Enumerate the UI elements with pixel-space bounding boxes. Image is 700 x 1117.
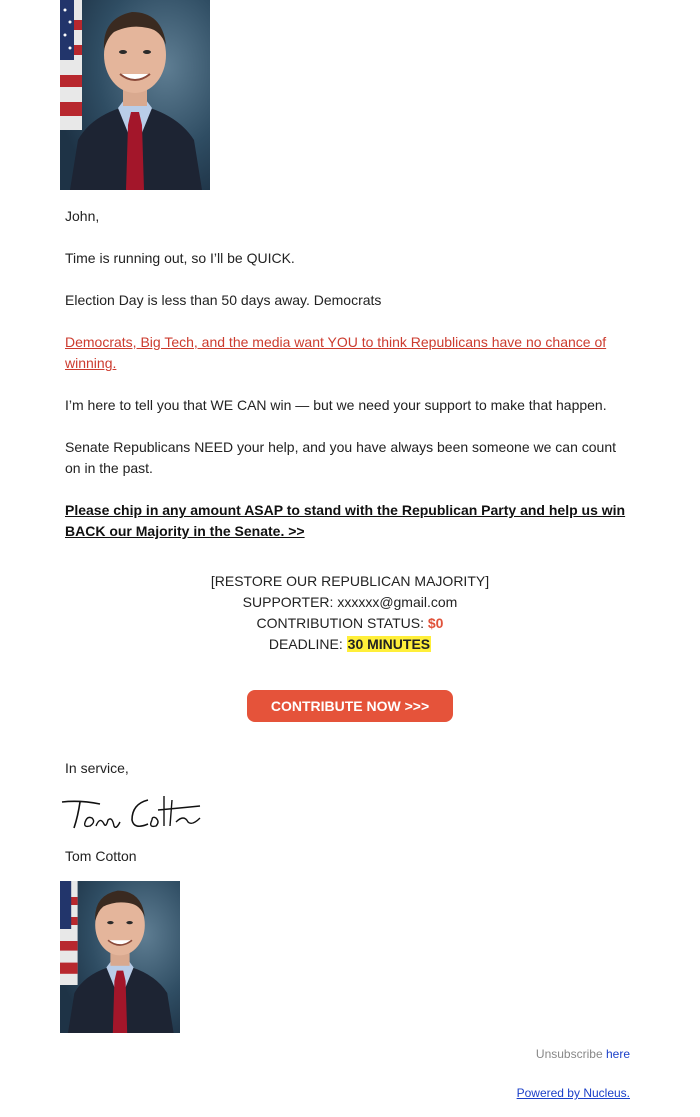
greeting: John,: [65, 208, 100, 224]
contribution-label: CONTRIBUTION STATUS:: [256, 615, 424, 631]
powered-by-link[interactable]: Powered by Nucleus.: [516, 1086, 630, 1100]
signature-image: [60, 792, 210, 836]
signer-name: Tom Cotton: [65, 848, 137, 864]
deadline-value: 30 MINUTES: [347, 636, 431, 652]
supporter-value: xxxxxx@gmail.com: [337, 594, 458, 610]
paragraph-time: Time is running out, so I’ll be QUICK.: [65, 250, 295, 266]
status-title: [RESTORE OUR REPUBLICAN MAJORITY]: [210, 573, 490, 589]
status-block: [0, 571, 700, 655]
contribution-line: [0, 613, 700, 634]
portrait-photo-top: [60, 0, 210, 190]
chip-in-link[interactable]: Please chip in any amount ASAP to stand with the Republican Party and help us win BACK our Majority in the Senate. >>: [65, 502, 626, 539]
paragraph-chip-in: [65, 500, 635, 542]
deadline-line: [0, 634, 700, 655]
unsubscribe-link[interactable]: here: [605, 1047, 630, 1061]
unsubscribe-line: [536, 1047, 630, 1061]
democrats-link[interactable]: Democrats, Big Tech, and the media want YOU to think Republicans have no chance of winning.: [65, 334, 607, 371]
portrait-photo-bottom: [60, 881, 180, 1033]
paragraph-senate-help: Senate Republicans NEED your help, and you have always been someone we can count on in the past.: [65, 439, 617, 476]
deadline-label: DEADLINE:: [268, 636, 343, 652]
paragraph-election: Election Day is less than 50 days away. Democrats: [65, 292, 382, 308]
powered-by-line: [517, 1086, 630, 1100]
unsubscribe-text: Unsubscribe: [535, 1047, 603, 1061]
contribution-value: $0: [427, 615, 444, 631]
paragraph-link-red: [65, 332, 635, 374]
contribute-now-button[interactable]: CONTRIBUTE NOW >>>: [247, 690, 453, 722]
closing-text: In service,: [65, 760, 129, 776]
paragraph-we-can-win: I’m here to tell you that WE CAN win — but we need your support to make that happen.: [65, 397, 607, 413]
supporter-line: [0, 592, 700, 613]
supporter-label: SUPPORTER:: [242, 594, 334, 610]
